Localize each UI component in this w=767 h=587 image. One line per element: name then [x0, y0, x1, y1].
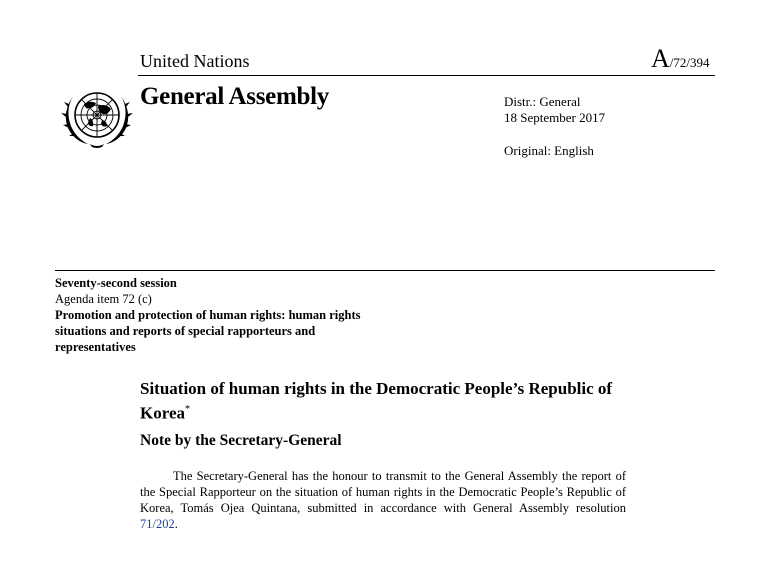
session-rule	[55, 270, 715, 271]
organ-name: General Assembly	[140, 83, 329, 110]
agenda-item: Agenda item 72 (c)	[55, 292, 152, 306]
document-title-text: Situation of human rights in the Democratic People’s Republic of Korea	[140, 379, 613, 423]
un-emblem-icon	[60, 84, 134, 150]
header-rule	[138, 75, 715, 76]
note-subtitle: Note by the Secretary-General	[140, 432, 342, 449]
original-language: Original: English	[504, 143, 594, 158]
document-title	[140, 378, 640, 424]
body-paragraph	[140, 468, 626, 532]
org-name: United Nations	[140, 51, 250, 71]
distribution: Distr.: General	[504, 94, 581, 109]
resolution-link[interactable]: 71/202	[140, 517, 175, 531]
footnote-mark: *	[185, 404, 191, 415]
document-date: 18 September 2017	[504, 110, 606, 125]
paragraph-end: .	[174, 517, 178, 531]
paragraph-text: The Secretary-General has the honour to transmit to the General Assembly the report of the Special Rapporteur on the situation of human rights in the Democratic People’s Republic of Korea, Tomás Ojea Quintana, submitted in accordance with General Assembly resolution	[140, 469, 626, 515]
symbol-number: /72/394	[669, 55, 710, 70]
document-symbol	[651, 44, 710, 74]
agenda-title: Promotion and protection of human rights: human rights situations and reports of special rapporteurs and representatives	[55, 308, 361, 354]
symbol-letter: A	[651, 44, 670, 73]
session-label: Seventy-second session	[55, 276, 177, 290]
